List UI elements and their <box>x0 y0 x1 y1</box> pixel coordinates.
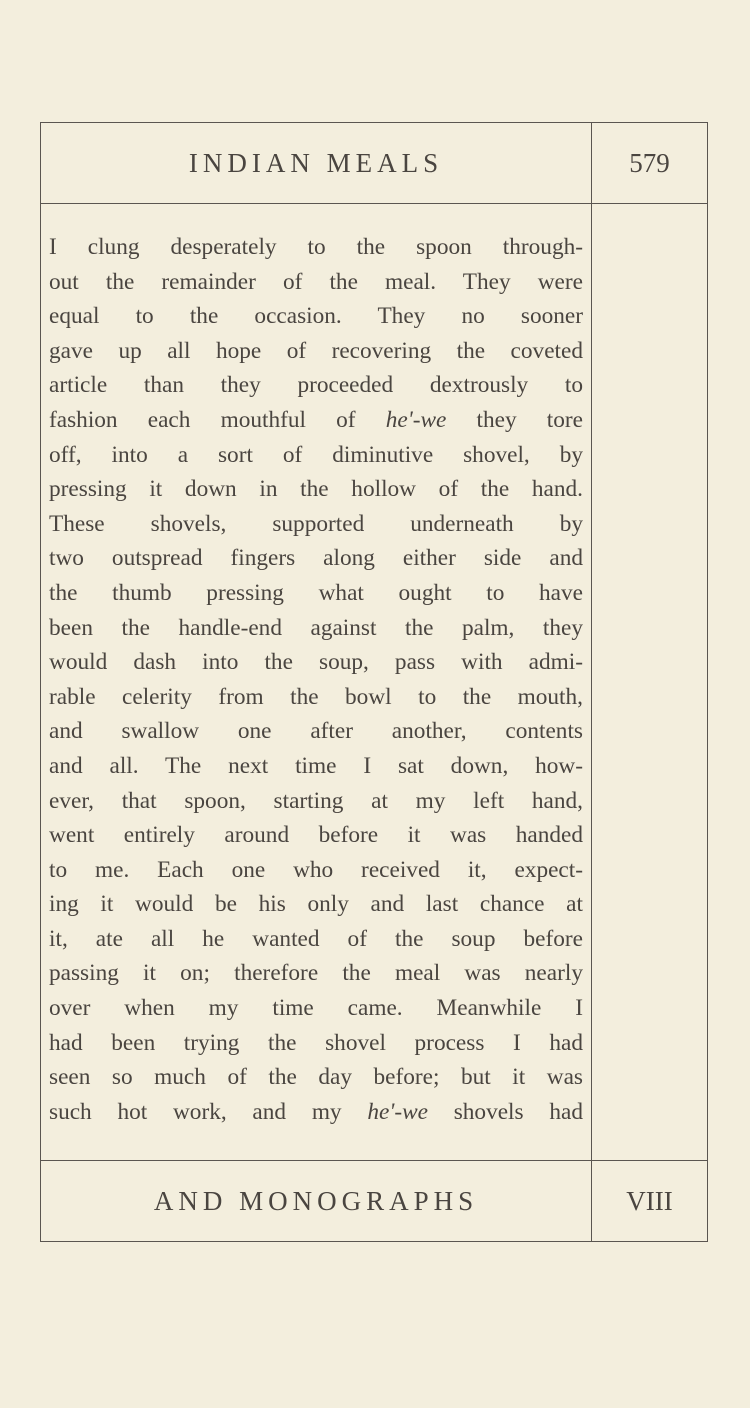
text-line <box>49 853 583 888</box>
text-segment: ever, that spoon, starting at my left hand, <box>49 787 583 814</box>
text-line <box>49 438 583 473</box>
text-segment: had been trying the shovel process I had <box>49 1029 583 1056</box>
text-line <box>49 922 583 957</box>
running-header <box>41 123 707 204</box>
text-segment: gave up all hope of recovering the coveted <box>49 337 583 364</box>
text-segment: been the handle-end against the palm, they <box>49 614 583 641</box>
text-segment: These shovels, supported underneath by <box>49 510 583 537</box>
text-segment: ing it would be his only and last chance at <box>49 891 583 918</box>
text-segment: out the remainder of the meal. They were <box>49 268 583 295</box>
running-footer <box>41 1160 707 1241</box>
text-line <box>49 334 583 369</box>
text-line <box>49 576 583 611</box>
text-segment: they tore <box>446 406 583 433</box>
text-line <box>49 541 583 576</box>
text-segment: the thumb pressing what ought to have <box>49 579 583 606</box>
text-segment: equal to the occasion. They no sooner <box>49 303 583 330</box>
text-line <box>49 714 583 749</box>
text-segment: rable celerity from the bowl to the mouth, <box>49 683 583 710</box>
text-line <box>49 956 583 991</box>
page-number: 579 <box>629 147 670 178</box>
body-text <box>49 230 583 1129</box>
text-segment: seen so much of the day before; but it was <box>49 1064 583 1091</box>
text-line <box>49 299 583 334</box>
text-segment: two outspread fingers along either side and <box>49 545 583 572</box>
text-segment: article than they proceeded dextrously to <box>49 372 583 399</box>
text-line <box>49 991 583 1026</box>
text-segment: to me. Each one who received it, expect- <box>49 856 583 883</box>
text-segment: and swallow one after another, contents <box>49 718 583 745</box>
text-segment: shovels had <box>427 1098 583 1125</box>
text-line <box>49 1095 583 1130</box>
column-divider <box>591 123 592 1241</box>
page-frame <box>40 122 708 1242</box>
text-line <box>49 749 583 784</box>
running-title: INDIAN MEALS <box>188 147 444 178</box>
text-segment: pressing it down in the hollow of the hand. <box>49 476 583 503</box>
text-line <box>49 472 583 507</box>
text-line <box>49 403 583 438</box>
text-line <box>49 230 583 265</box>
text-line <box>49 265 583 300</box>
text-line <box>49 611 583 646</box>
text-segment: such hot work, and my <box>49 1098 368 1125</box>
text-line <box>49 680 583 715</box>
text-segment: off, into a sort of diminutive shovel, by <box>49 441 583 468</box>
text-line <box>49 818 583 853</box>
italic-term: he'-we <box>367 1098 428 1125</box>
text-line <box>49 1060 583 1095</box>
text-segment: would dash into the soup, pass with admi- <box>49 649 583 676</box>
series-title: AND MONOGRAPHS <box>153 1185 479 1216</box>
text-line <box>49 1026 583 1061</box>
volume-number: VIII <box>626 1185 673 1216</box>
text-line <box>49 784 583 819</box>
text-line <box>49 368 583 403</box>
text-segment: and all. The next time I sat down, how- <box>49 752 583 779</box>
text-line <box>49 507 583 542</box>
text-segment: I clung desperately to the spoon through- <box>49 234 583 260</box>
text-segment: over when my time came. Meanwhile I <box>49 995 583 1022</box>
italic-term: he'-we <box>385 406 447 433</box>
text-segment: fashion each mouthful of <box>49 406 386 433</box>
text-line <box>49 645 583 680</box>
text-segment: went entirely around before it was handed <box>49 822 583 849</box>
text-segment: it, ate all he wanted of the soup before <box>49 925 583 952</box>
text-line <box>49 887 583 922</box>
text-segment: passing it on; therefore the meal was nearly <box>49 960 583 987</box>
